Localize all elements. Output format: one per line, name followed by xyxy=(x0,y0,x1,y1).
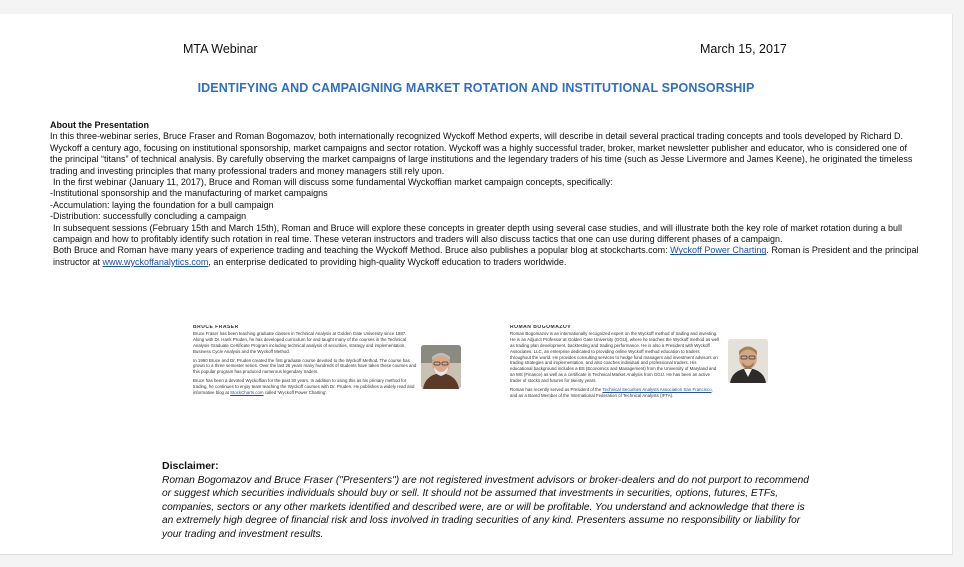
bio-name: BRUCE FRASER xyxy=(193,325,239,330)
bio-paragraph xyxy=(510,387,720,399)
bullet-item: -Distribution: successfully concluding a campaign xyxy=(50,211,247,222)
bio-paragraph: In 1990 Bruce and Dr. Pruden created the first graduate course devoted to the Wyckoff Method. The course has grown to a three semester series. Over the last 26 years many hundreds of students have taken these courses and this popular program has produced numerous legendary traders. xyxy=(193,357,417,375)
bio-paragraph: Bruce Fraser has been teaching graduate classes in Technical Analysis at Golden Gate University since 1987. Along with Dr. Hank Pruden, he has developed curriculum for and taught many of the courses in the Technical Analysis Graduate Certificate Program including technical analysis of securities, strategy and implementation, Business Cycle Analysis and the Wyckoff Method. xyxy=(193,330,407,354)
disclaimer-section xyxy=(162,460,812,542)
about-paragraph-2: In the first webinar (January 11, 2017), Bruce and Roman will discuss some fundamental Wyckoffian market campaign concepts, specifically: xyxy=(53,177,613,188)
disclaimer-heading: Disclaimer: xyxy=(162,460,219,472)
bio-paragraph-text: Bruce has been a devoted Wyckoffian for the past 30 years. In addition to using this as his primary method for trading, he continues to enjoy team teaching the Wyckoff courses with Dr. Pruden. He publishes a widely read and informative blog at xyxy=(193,378,415,396)
about-paragraph-1: In this three-webinar series, Bruce Fraser and Roman Bogomazov, both internationally recognized Wyckoff Method experts, will describe in detail several practical trading concepts and tools developed by Richard D. Wyckoff a century ago, focusing on institutional sponsorship, market campaigns and sector rotation. Wyckoff was a highly successful trader, broker, market newsletter publisher and educator, who is considered one of the principal “titans” of technical analysis. By carefully observing the market campaigns of large institutions and the legendary traders of his time (such as Jesse Livermore and James Keene), he originated the timeless trading and investing principles that many professional traders and money managers still rely upon. xyxy=(50,131,913,176)
bio-roman-bogomazov xyxy=(510,325,790,402)
tsaa-sf-link[interactable]: Technical Securities Analysts Association San Francisco xyxy=(602,387,712,393)
about-heading: About the Presentation xyxy=(50,120,150,130)
about-paragraph-4-text-a: Both Bruce and Roman have many years of experience trading and teaching the Wyckoff Method. Bruce also publishes a popular blog at stockcharts.com: xyxy=(53,245,671,256)
header-date: March 15, 2017 xyxy=(700,42,787,56)
bullet-item: -Accumulation: laying the foundation for a bull campaign xyxy=(50,199,274,210)
bio-paragraph: Roman Bogomazov is an internationally recognized expert on the Wyckoff method of trading and investing. He is an Adjunct Professor at Golden Gate University (GGU), where he teaches the Wyckoff method as well as trading plan development, backtesting and trading performance. He is also a President with Wyckoff Associates, LLC, an enterprise dedicated to providing online Wyckoff method education to traders throughout the world. He provides consulting services to hedge fund managers and investment advisors on trading strategies and implementation, and also coaches individual and professional traders. His educational background includes a BS (Economics and Management) from the University of Maryland and an MS (Finance) as well as a certificate in Technical Market Analysis from GGU. He has been an active trader of stocks and futures for twenty years. xyxy=(510,330,720,384)
bio-paragraph-end: called 'Wyckoff Power Charting'. xyxy=(263,390,328,396)
bio-paragraph xyxy=(193,378,418,396)
bio-paragraph-text: Roman has recently served as President of the xyxy=(510,387,603,393)
bio-text-column xyxy=(193,325,418,396)
stockcharts-link[interactable]: StockCharts.com xyxy=(230,390,264,396)
bio-paragraph-end: , and as a Board Member of the International Federation of Technical Analysts (IFTA). xyxy=(510,387,713,398)
bio-bruce-fraser xyxy=(193,325,481,399)
about-section xyxy=(50,120,920,268)
about-paragraph-3: In subsequent sessions (February 15th and March 15th), Roman and Bruce will explore these concepts in greater depth using several case studies, and will illustrate both the key role of market rotation during a bull campaign and how to profitably identify such rotation in real time. These veteran instructors and traders will also discuss tactics that one can use during different phases of a campaign. xyxy=(53,222,902,245)
about-paragraph-4-text-b: . Roman is President and the principal instructor at xyxy=(53,245,919,267)
bruce-fraser-photo xyxy=(421,345,461,389)
about-paragraph-4-text-c: , an enterprise dedicated to providing high-quality Wyckoff education to traders worldwide. xyxy=(208,256,567,267)
wyckoff-analytics-link[interactable]: www.wyckoffanalytics.com xyxy=(102,256,209,267)
bio-name: ROMAN BOGOMAZOV xyxy=(510,325,572,330)
disclaimer-body: Roman Bogomazov and Bruce Fraser ("Presenters") are not registered investment advisors or broker-dealers and do not purport to recommend or suggest which securities individuals should buy or sell. It should not be assumed that investments in securities, options, futures, ETFs, companies, sectors or any other markets identified and described were, are or will be profitable. You understand and acknowledge that there is an extremely high degree of financial risk and loss involved in trading securities of any kind. Presenters assume no responsibility or liability for your trading and investment results. xyxy=(162,474,809,540)
header-left-text: MTA Webinar xyxy=(183,42,258,56)
document-page xyxy=(0,14,953,555)
wyckoff-power-charting-link[interactable]: Wyckoff Power Charting xyxy=(670,245,767,256)
document-title: IDENTIFYING AND CAMPAIGNING MARKET ROTATION AND INSTITUTIONAL SPONSORSHIP xyxy=(197,81,755,95)
bio-text-column xyxy=(510,325,720,399)
about-paragraph-4 xyxy=(50,245,920,268)
roman-bogomazov-photo xyxy=(728,339,768,383)
bullet-item: -Institutional sponsorship and the manufacturing of market campaigns xyxy=(50,188,328,199)
